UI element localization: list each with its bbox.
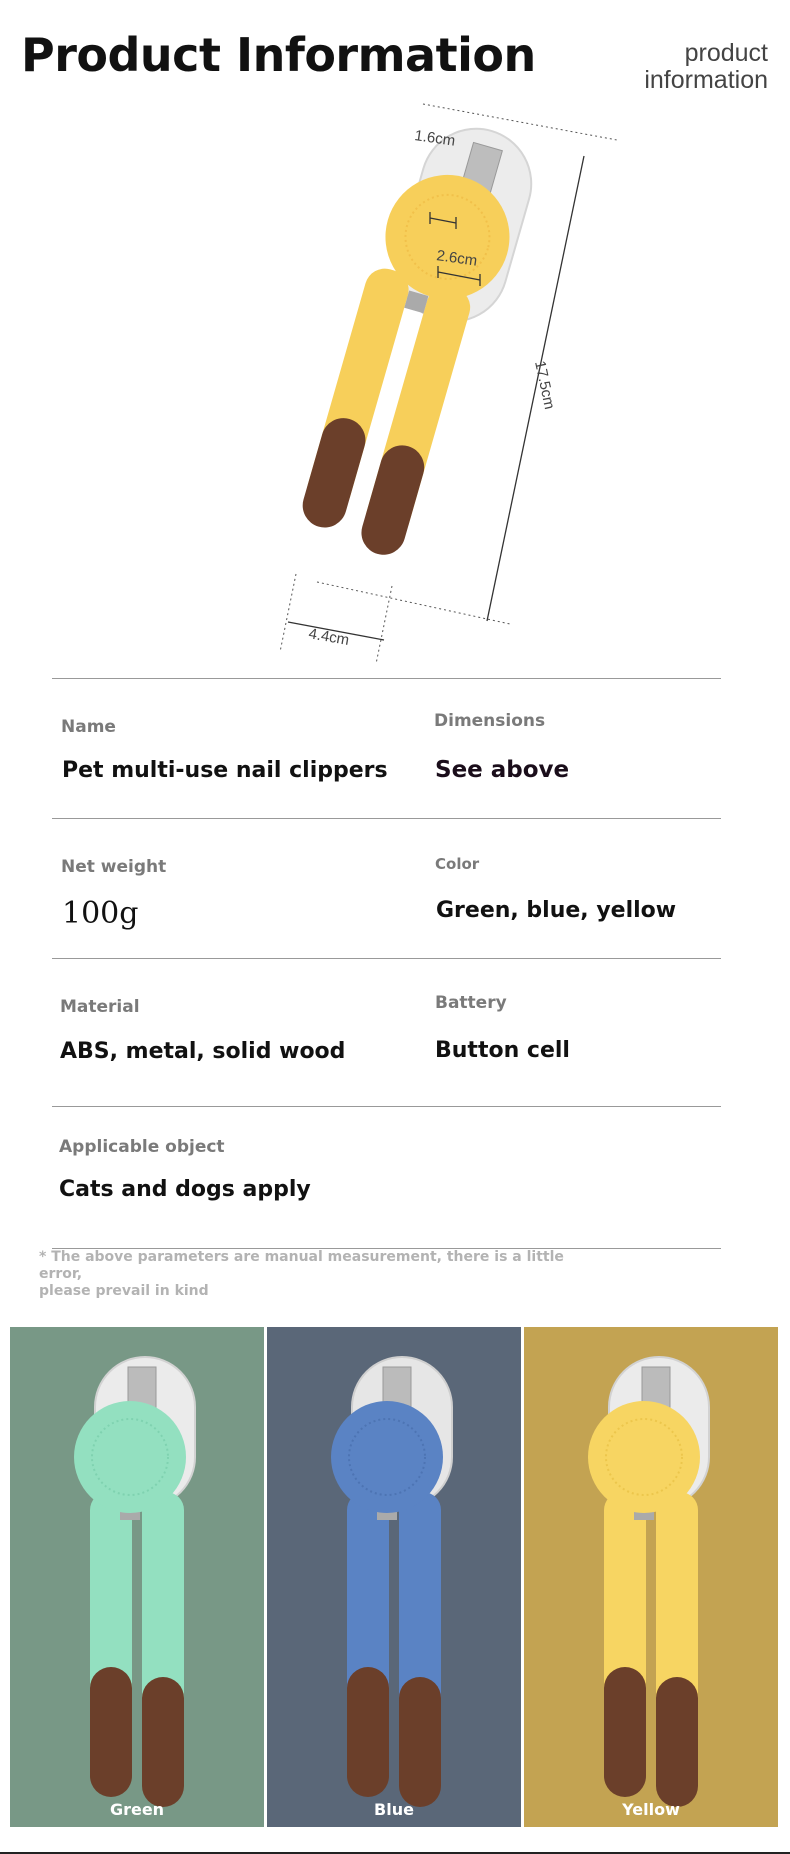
spec-label-color: Color [435, 855, 480, 873]
length-label: 17.5cm [531, 359, 558, 411]
variant-label-yellow: Yellow [622, 1800, 680, 1819]
divider [52, 958, 721, 959]
right-wood-grip [356, 440, 429, 560]
clipper-yellow-image [524, 1327, 778, 1827]
spec-value-color: Green, blue, yellow [436, 898, 677, 923]
divider [52, 678, 721, 679]
divider [52, 818, 721, 819]
spec-label-dimensions: Dimensions [434, 711, 546, 731]
clipper-green-image [10, 1327, 264, 1827]
variant-panel-yellow [524, 1327, 778, 1827]
variant-panel-blue [267, 1327, 521, 1827]
variant-label-green: Green [109, 1800, 165, 1819]
subtitle-line-2: information [644, 66, 768, 94]
subtitle-line-1: product [684, 39, 768, 67]
measurement-note: * The above parameters are manual measurement, there is a little error, please prevail in kind [39, 1249, 564, 1299]
spec-value-net-weight: 100g [62, 896, 139, 931]
spec-label-battery: Battery [435, 993, 507, 1013]
page-title: Product Information [21, 28, 536, 82]
variant-label-blue: Blue [374, 1800, 414, 1819]
hero-product-image [0, 100, 790, 680]
spec-label-applicable-object: Applicable object [59, 1137, 225, 1157]
dial-depth-label: 2.6cm [435, 247, 479, 270]
variant-panel-green [10, 1327, 264, 1827]
tip-width-label: 1.6cm [413, 127, 457, 150]
spec-label-net-weight: Net weight [61, 857, 167, 877]
spec-value-battery: Button cell [435, 1038, 570, 1063]
handle-width-label: 4.4cm [307, 625, 351, 650]
page-subtitle [568, 40, 768, 94]
spec-label-material: Material [60, 997, 140, 1017]
divider [52, 1106, 721, 1107]
clipper-blue-image [267, 1327, 521, 1827]
spec-value-material: ABS, metal, solid wood [60, 1039, 346, 1064]
spec-value-name: Pet multi-use nail clippers [62, 758, 388, 783]
nail-clipper-dimension-drawing [0, 100, 790, 680]
color-variants [10, 1327, 778, 1827]
spec-value-dimensions: See above [435, 757, 570, 783]
spec-label-name: Name [61, 717, 116, 737]
left-wood-grip [297, 413, 370, 533]
spec-value-applicable-object: Cats and dogs apply [59, 1177, 311, 1202]
